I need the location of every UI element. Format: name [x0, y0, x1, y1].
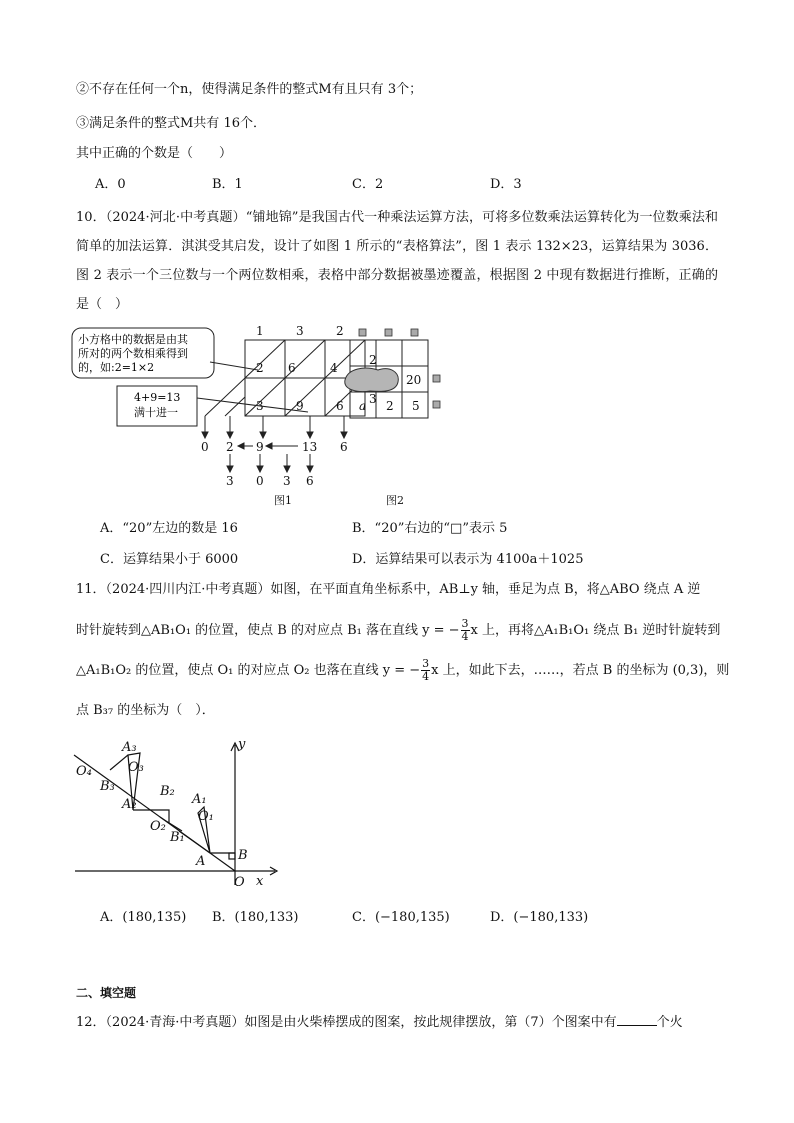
callout1-line-2: 所对的两个数相乘得到 — [78, 347, 188, 360]
label-A2: A₂ — [122, 797, 137, 812]
q11-line-1: 11．（2024·四川内江·中考真题）如图，在平面直角坐标系中，AB⊥y 轴，垂足为点 B，将△ABO 绕点 A 逆 — [76, 582, 701, 597]
fig1-cell-6: 6 — [336, 399, 344, 413]
label-y: y — [238, 737, 246, 752]
q9-option-b: B．1 — [212, 177, 243, 192]
answer-blank[interactable] — [617, 1013, 657, 1026]
callout1-line-3: 的，如:2=1×2 — [78, 361, 155, 374]
q9-option-c: C．2 — [352, 177, 384, 192]
fig2-ink-blot — [345, 368, 398, 391]
fig1-sum-4: 13 — [302, 440, 318, 454]
label-A3: A₃ — [122, 740, 137, 755]
label-O3: O₃ — [128, 760, 144, 775]
fig1-cell-2: 6 — [288, 361, 296, 375]
q10-figures — [60, 320, 460, 515]
fig2-cell-20: 20 — [406, 373, 422, 387]
fig1-top-1: 1 — [256, 324, 264, 338]
label-O4: O₄ — [76, 764, 92, 779]
q10-option-a: A．“20”左边的数是 16 — [100, 521, 238, 536]
q10-option-d: D．运算结果可以表示为 4100a＋1025 — [352, 552, 584, 567]
label-x: x — [256, 874, 264, 889]
fig1-callout-2 — [117, 386, 308, 426]
label-O2: O₂ — [150, 819, 166, 834]
q11-figure — [70, 735, 285, 895]
fig1-caption: 图1 — [274, 494, 292, 507]
q11-line-3: △A₁B₁O₂ 的位置，使点 O₁ 的对应点 O₂ 也落在直线 y = − $\frac{3}{4}$ x 上，如此下去，……，若点 B 的坐标为 (0,3)，则 — [76, 657, 730, 683]
fig1-result-3: 3 — [283, 474, 291, 488]
fig1-sum-1: 0 — [201, 440, 209, 454]
label-O: O — [234, 875, 245, 890]
q12-text: 12．（2024·青海·中考真题）如图是由火柴棒摆成的图案，按此规律摆放，第（7）个图案中有 个火 — [76, 1015, 683, 1030]
q11-line-2: 时针旋转到△AB₁O₁ 的位置，使点 B 的对应点 B₁ 落在直线 y = − $\frac{3}{4}$ x 上，再将△A₁B₁O₁ 绕点 B₁ 逆时针旋转到 — [76, 617, 721, 643]
fig1-result-4: 6 — [306, 474, 314, 488]
q10-option-c: C．运算结果小于 6000 — [100, 552, 239, 567]
label-B3: B₃ — [100, 779, 115, 794]
q11-option-c: C．(−180,135) — [352, 910, 450, 925]
label-B2: B₂ — [160, 784, 175, 799]
callout2-line-1: 4+9=13 — [134, 391, 181, 404]
fig1-sum-5: 6 — [340, 440, 348, 454]
q9-statement-2: ②不存在任何一个n，使得满足条件的整式M有且只有 3个； — [76, 82, 423, 97]
fig2-cell-5: 5 — [412, 399, 420, 413]
q11-option-a: A．(180,135) — [100, 910, 187, 925]
fig1-cell-1: 2 — [256, 361, 264, 375]
fig1-right-1: 2 — [369, 353, 377, 367]
fig1-sum-3: 9 — [256, 440, 264, 454]
q11-option-b: B．(180,133) — [212, 910, 299, 925]
fig1-result-1: 3 — [226, 474, 234, 488]
q9-statement-3: ③满足条件的整式M共有 16个． — [76, 116, 266, 131]
fig1-sum-2: 2 — [226, 440, 234, 454]
fraction-3-4-b: $\frac{3}{4}$ — [422, 657, 430, 683]
callout2-line-2: 满十进一 — [134, 406, 178, 419]
fig1-top-3: 2 — [336, 324, 344, 338]
fig2-cell-2: 2 — [386, 399, 394, 413]
label-A1: A₁ — [192, 792, 207, 807]
q10-text: 10．（2024·河北·中考真题）“铺地锦”是我国古代一种乘法运算方法，可将多位数乘法运算转化为一位数乘法和简单的加法运算．淇淇受其启发，设计了如图 1 所示的“表格算法”，图 1 表示 132×23，运算结果为 3036．图 2 表示一个三位数与一个两位数相乘，表格中部分数据被墨迹覆盖，根据图 2 中现有数据进行推断，正确的是（ ） — [76, 210, 718, 312]
fig1-cell-5: 9 — [296, 399, 304, 413]
label-B1: B₁ — [170, 830, 185, 845]
q9-option-a: A．0 — [95, 177, 126, 192]
fraction-3-4: $\frac{3}{4}$ — [461, 617, 469, 643]
fig1-callout-1 — [72, 328, 258, 378]
fig2-cell-a: a — [359, 399, 367, 413]
fig1-top-2: 3 — [296, 324, 304, 338]
fig1-result-2: 0 — [256, 474, 264, 488]
label-B: B — [238, 848, 248, 863]
label-A: A — [196, 854, 206, 869]
q11-option-d: D．(−180,133) — [490, 910, 589, 925]
q9-option-d: D．3 — [490, 177, 522, 192]
fig1-arrows — [202, 416, 347, 472]
q9-stem: 其中正确的个数是（ ） — [76, 146, 233, 161]
callout1-line-1: 小方格中的数据是由其 — [78, 333, 188, 346]
q10-option-b: B．“20”右边的“□”表示 5 — [352, 521, 508, 536]
q11-line-4: 点 B₃₇ 的坐标为（ ）． — [76, 703, 215, 718]
fig1-right-2: 3 — [369, 392, 377, 406]
fig1-cell-3: 4 — [330, 361, 338, 375]
label-O1: O₁ — [198, 809, 214, 824]
section-title: 二、填空题 — [76, 986, 137, 1000]
fig2-caption: 图2 — [386, 494, 404, 507]
